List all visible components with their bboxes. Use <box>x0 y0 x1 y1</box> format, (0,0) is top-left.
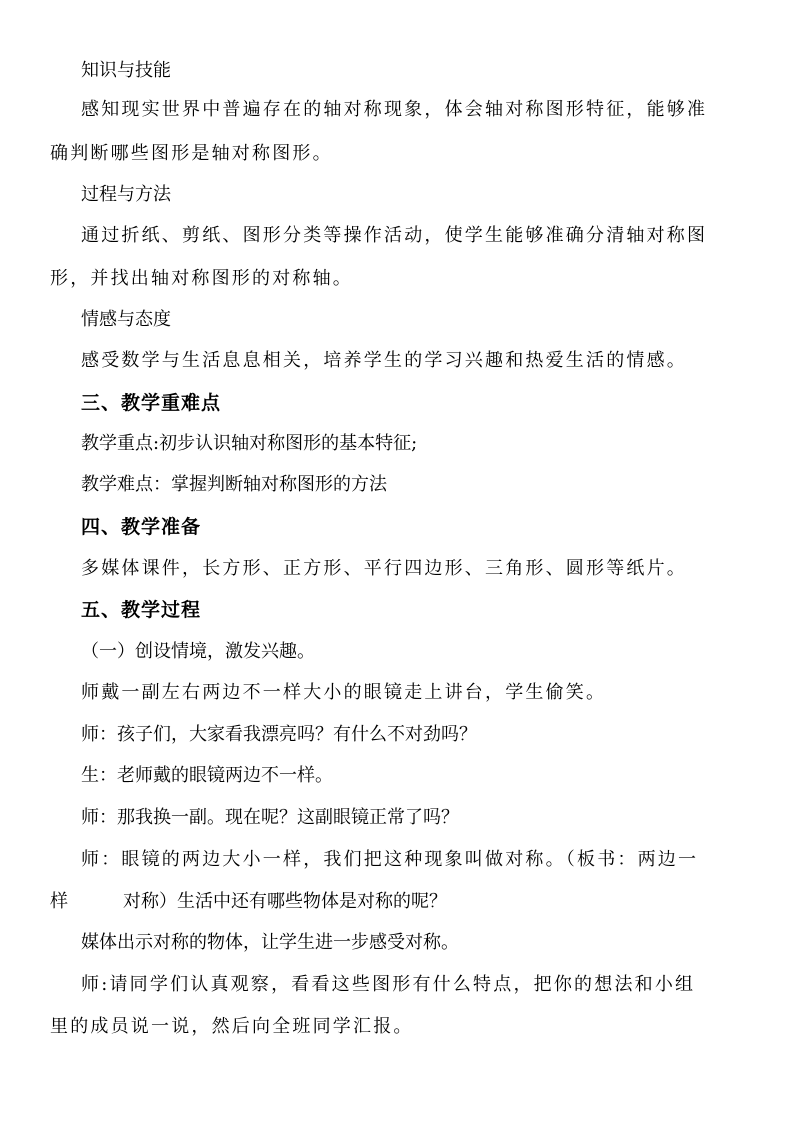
paragraph-line: 确判断哪些图形是轴对称图形。 <box>50 143 333 164</box>
paragraph-line: 形，并找出轴对称图形的对称轴。 <box>50 268 353 289</box>
paragraph-line: 里的成员说一说，然后向全班同学汇报。 <box>50 1016 414 1037</box>
section-heading-key-points: 三、教学重难点 <box>81 392 222 414</box>
paragraph-line: 通过折纸、剪纸、图形分类等操作活动，使学生能够准确分清轴对称图 <box>81 225 708 246</box>
dialogue-line: 师:请同学们认真观察，看看这些图形有什么特点，把你的想法和小组 <box>81 974 696 995</box>
paragraph-line: 感知现实世界中普遍存在的轴对称现象，体会轴对称图形特征，能够准 <box>81 99 708 120</box>
dialogue-line: 生：老师戴的眼镜两边不一样。 <box>81 765 333 786</box>
dialogue-line: 师：那我换一副。现在呢？这副眼镜正常了吗？ <box>81 807 459 828</box>
dialogue-line: 师：孩子们，大家看我漂亮吗？有什么不对劲吗？ <box>81 724 477 745</box>
dialogue-line: 师：眼镜的两边大小一样，我们把这种现象叫做对称。（板书：两边一 <box>81 849 699 870</box>
subsection-heading: （一）创设情境，激发兴趣。 <box>81 641 315 662</box>
paragraph-line: 教学重点:初步认识轴对称图形的基本特征; <box>81 433 418 454</box>
section-heading-process: 五、教学过程 <box>81 599 202 621</box>
subheading-process-method: 过程与方法 <box>81 184 171 205</box>
line-rest-fragment: 对称）生活中还有哪些物体是对称的呢？ <box>123 891 447 912</box>
section-heading-preparation: 四、教学准备 <box>81 516 202 538</box>
subheading-emotion-attitude: 情感与态度 <box>81 309 171 330</box>
paragraph-line: 多媒体课件，长方形、正方形、平行四边形、三角形、圆形等纸片。 <box>81 558 687 579</box>
paragraph-line: 教学难点：掌握判断轴对称图形的方法 <box>81 474 387 495</box>
paragraph-line: 媒体出示对称的物体，让学生进一步感受对称。 <box>81 932 459 953</box>
paragraph-line: 师戴一副左右两边不一样大小的眼镜走上讲台，学生偷笑。 <box>81 682 607 703</box>
subheading-knowledge-skills: 知识与技能 <box>81 60 171 81</box>
line-start-fragment: 样 <box>50 891 68 912</box>
dialogue-line-continued <box>50 888 750 916</box>
paragraph-line: 感受数学与生活息息相关，培养学生的学习兴趣和热爱生活的情感。 <box>81 350 687 371</box>
